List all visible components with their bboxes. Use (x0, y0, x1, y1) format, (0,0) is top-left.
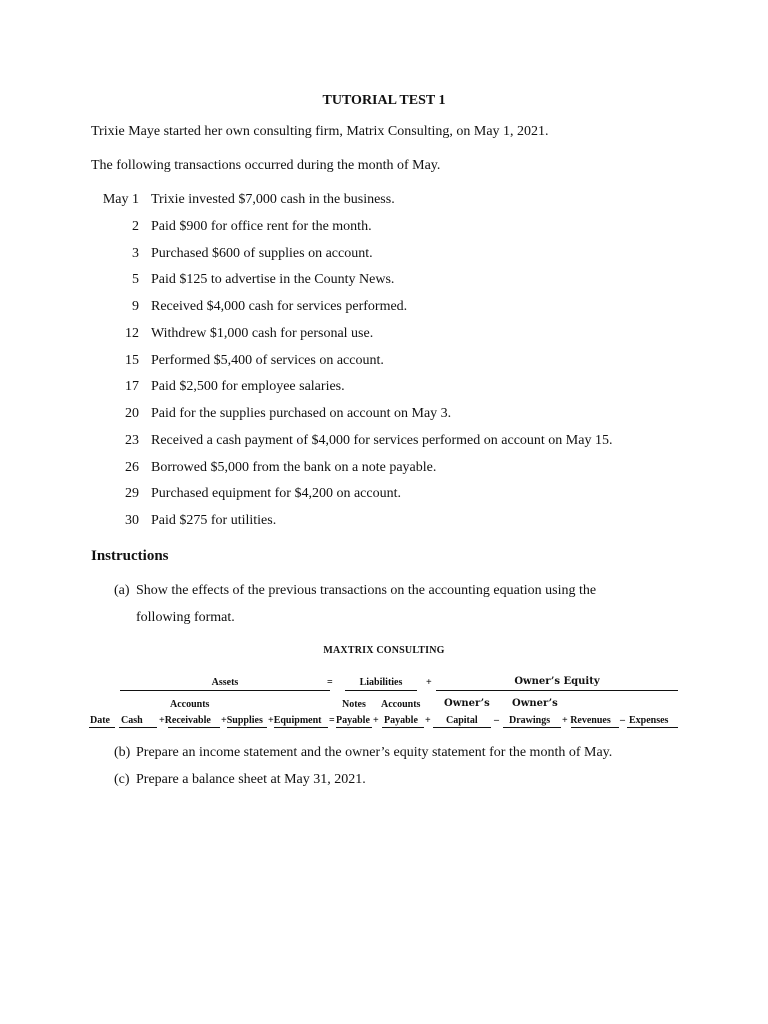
transaction-text: Paid $2,500 for employee salaries. (151, 379, 345, 395)
transaction-text: Borrowed $5,000 from the bank on a note payable. (151, 459, 437, 475)
transaction-text: Paid for the supplies purchased on account on May 3. (151, 406, 452, 421)
owners-equity-underline (436, 690, 678, 691)
equals-sign: = (327, 677, 333, 688)
col-owners-drawings-top: Owner’s (512, 698, 558, 709)
liabilities-heading: Liabilities (359, 677, 403, 688)
transaction-date: 26 (125, 459, 139, 475)
drawings-underline (503, 727, 561, 728)
col-plus-2: + (425, 715, 431, 726)
transaction-date: 12 (125, 325, 139, 341)
transaction-row (91, 406, 711, 433)
col-date: Date (90, 715, 110, 726)
expenses-underline (627, 727, 678, 728)
transaction-row (91, 433, 711, 460)
revenues-underline (571, 727, 619, 728)
transaction-row (91, 379, 711, 406)
transaction-text: Paid $275 for utilities. (151, 513, 277, 528)
col-drawings: Drawings (509, 715, 551, 726)
transaction-row (91, 513, 711, 540)
transaction-date: 9 (132, 299, 139, 314)
col-minus-1: – (494, 715, 499, 726)
transaction-row (91, 219, 711, 246)
col-notes-payable: Payable (336, 715, 370, 726)
transaction-date: 20 (125, 406, 139, 421)
transaction-date: 23 (125, 432, 139, 448)
transaction-row (91, 326, 711, 353)
liabilities-underline (345, 690, 417, 691)
plus-sign: + (426, 677, 432, 688)
instructions-heading: Instructions (91, 548, 169, 564)
col-capital: Capital (446, 715, 478, 726)
assets-underline (120, 690, 330, 691)
col-accounts-payable: Payable (384, 715, 418, 726)
col-plus-1: + (373, 715, 379, 726)
transaction-row (91, 272, 711, 299)
instruction-b-text: Prepare an income statement and the owner’s equity statement for the month of May. (136, 745, 613, 760)
capital-underline (433, 727, 491, 728)
transaction-row (91, 460, 711, 487)
instruction-a-line1: Show the effects of the previous transactions on the accounting equation using the (136, 583, 597, 598)
transaction-date: May 1 (102, 192, 139, 207)
col-minus-2: – (620, 715, 625, 726)
instruction-a-label: (a) (114, 583, 130, 598)
instruction-b-label: (b) (114, 745, 131, 760)
col-cash: Cash (121, 715, 143, 726)
notes-payable-underline (336, 727, 372, 728)
col-supplies: +Supplies (221, 715, 263, 726)
supplies-underline (227, 727, 267, 728)
transaction-date: 29 (125, 486, 139, 502)
col-notes-top: Notes (342, 699, 366, 710)
transaction-list (91, 192, 711, 540)
instruction-a-line2: following format. (136, 610, 235, 625)
col-receivable: +Receivable (159, 715, 211, 726)
transaction-date: 30 (125, 513, 139, 528)
equipment-underline (274, 727, 328, 728)
accounts-payable-underline (382, 727, 424, 728)
transaction-text: Received $4,000 cash for services performed. (151, 299, 408, 314)
transaction-date: 15 (125, 352, 139, 368)
date-underline (89, 727, 115, 728)
col-accounts-payable-top: Accounts (381, 699, 421, 710)
col-accounts-receivable-top: Accounts (170, 699, 210, 710)
owners-equity-heading: Owner’s Equity (514, 676, 600, 687)
transaction-row (91, 486, 711, 513)
transaction-date: 3 (132, 245, 139, 261)
col-owners-capital-top: Owner’s (444, 698, 490, 709)
cash-underline (119, 727, 157, 728)
col-equipment: +Equipment (268, 715, 322, 726)
transaction-text: Paid $900 for office rent for the month. (151, 218, 372, 234)
receivable-underline (168, 727, 220, 728)
format-company-name: MAXTRIX CONSULTING (323, 645, 445, 656)
assets-heading: Assets (211, 677, 239, 688)
page-title: TUTORIAL TEST 1 (322, 93, 446, 108)
transaction-text: Received a cash payment of $4,000 for services performed on account on May 15. (151, 432, 613, 448)
transaction-row (91, 353, 711, 380)
transaction-row (91, 246, 711, 273)
instruction-c-text: Prepare a balance sheet at May 31, 2021. (136, 772, 366, 787)
transaction-date: 2 (132, 218, 139, 234)
lead-paragraph: The following transactions occurred during the month of May. (91, 158, 441, 173)
intro-paragraph: Trixie Maye started her own consulting firm, Matrix Consulting, on May 1, 2021. (91, 124, 549, 139)
transaction-text: Paid $125 to advertise in the County News. (151, 272, 395, 288)
col-expenses: Expenses (629, 715, 669, 726)
transaction-text: Purchased equipment for $4,200 on account. (151, 486, 401, 502)
transaction-text: Withdrew $1,000 cash for personal use. (151, 325, 374, 341)
transaction-text: Performed $5,400 of services on account. (151, 352, 384, 368)
transaction-date: 17 (125, 379, 139, 395)
transaction-row (91, 299, 711, 326)
transaction-text: Trixie invested $7,000 cash in the business. (151, 192, 395, 207)
col-equals: = (329, 715, 335, 726)
instruction-c-label: (c) (114, 772, 130, 787)
col-revenues: + Revenues (562, 715, 611, 726)
transaction-date: 5 (132, 272, 139, 288)
transaction-row (91, 192, 711, 219)
transaction-text: Purchased $600 of supplies on account. (151, 245, 373, 261)
